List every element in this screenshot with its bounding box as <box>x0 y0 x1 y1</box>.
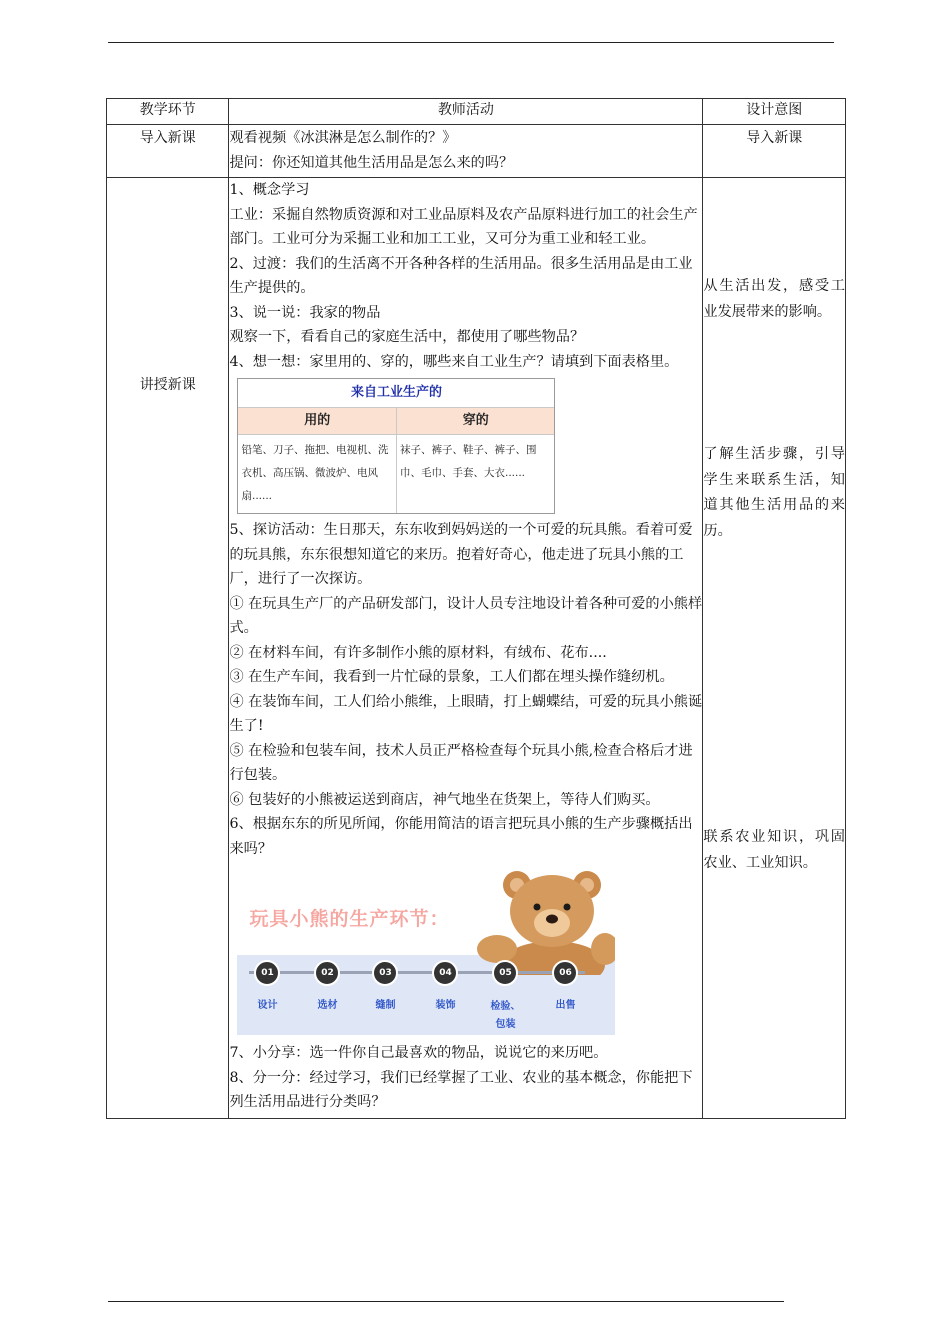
wear-items: 袜子、裤子、鞋子、裤子、围巾、毛巾、手套、大衣...... <box>399 444 537 479</box>
header-stage: 教学环节 <box>107 99 229 125</box>
intro-intent-label: 导入新课 <box>746 130 803 146</box>
industry-table-body <box>238 435 554 513</box>
intro-row <box>107 125 846 178</box>
classify-text: 8、分一分：经过学习，我们已经掌握了工业、农业的基本概念，你能把下列生活用品进行分类吗？ <box>229 1069 693 1110</box>
lesson-row <box>107 178 846 1119</box>
step-number: 05 <box>492 960 518 986</box>
footer-rule <box>108 1301 784 1302</box>
process-step-3 <box>355 960 415 1017</box>
industry-items-table <box>237 378 555 514</box>
intro-activity <box>229 125 703 178</box>
lesson-activity <box>229 178 703 1119</box>
process-step-4 <box>415 960 475 1017</box>
step-number: 03 <box>372 960 398 986</box>
bear-production-image <box>237 867 615 1035</box>
header-rule <box>108 42 834 43</box>
step-number: 01 <box>254 960 280 986</box>
step-label: 选材 <box>317 1000 338 1011</box>
step-number: 04 <box>432 960 458 986</box>
visit-step-5: ⑤ 在检验和包装车间，技术人员正严格检查每个玩具小熊,检查合格后才进行包装。 <box>229 742 693 783</box>
think-text: 4、想一想：家里用的、穿的，哪些来自工业生产？请填到下面表格里。 <box>229 353 679 370</box>
step-label: 缝制 <box>375 1000 396 1011</box>
header-intent: 设计意图 <box>703 99 846 125</box>
step-label: 装饰 <box>435 1000 456 1011</box>
intro-stage <box>107 125 229 178</box>
concept-heading: 1、概念学习 <box>229 182 310 198</box>
intro-line-2: 提问：你还知道其他生活用品是怎么来的吗？ <box>229 154 514 171</box>
share-text: 7、小分享：选一件你自己最喜欢的物品，说说它的来历吧。 <box>229 1045 608 1061</box>
col-use: 用的 <box>238 408 397 434</box>
visit-step-1: ① 在玩具生产厂的产品研发部门，设计人员专注地设计着各种可爱的小熊样式。 <box>229 595 703 636</box>
process-step-1 <box>237 960 297 1017</box>
process-step-5 <box>475 960 535 1034</box>
talk-heading: 3、说一说：我家的物品 <box>229 304 381 321</box>
visit-step-3: ③ 在生产车间，我看到一片忙碌的景象，工人们都在埋头操作缝纫机。 <box>229 669 674 685</box>
process-title: 玩具小熊的生产环节： <box>249 908 450 930</box>
industry-definition: 工业：采掘自然物质资源和对工业品原料及农产品原料进行加工的社会生产部门。工业可分为采掘工业和加工工业，又可分为重工业和轻工业。 <box>229 206 698 247</box>
summary-question: 6、根据东东的所见所闻，你能用简洁的语言把玩具小熊的生产步骤概括出来吗？ <box>229 816 693 857</box>
process-step-2 <box>297 960 357 1017</box>
step-label: 出售 <box>555 1000 576 1011</box>
intro-intent <box>703 125 846 178</box>
transition-text: 2、过渡：我们的生活离不开各种各样的生活用品。很多生活用品是由工业生产提供的。 <box>229 255 693 296</box>
step-number: 06 <box>552 960 578 986</box>
intent-3: 联系农业知识，巩固农业、工业知识。 <box>703 829 845 871</box>
intent-1: 从生活出发，感受工业发展带来的影响。 <box>703 278 845 320</box>
observe-text: 观察一下，看看自己的家庭生活中，都使用了哪些物品？ <box>229 329 585 345</box>
lesson-stage-label: 讲授新课 <box>139 377 196 393</box>
lesson-intent <box>703 178 846 1119</box>
intro-stage-label: 导入新课 <box>139 130 196 146</box>
visit-activity: 5、探访活动：生日那天，东东收到妈妈送的一个可爱的玩具熊。看着可爱的玩具熊，东东很想知道它的来历。抱着好奇心，他走进了玩具小熊的工厂，进行了一次探访。 <box>229 522 693 587</box>
header-activity: 教师活动 <box>229 99 703 125</box>
step-number: 02 <box>314 960 340 986</box>
intent-2: 了解生活步骤，引导学生来联系生活，知道其他生活用品的来历。 <box>703 446 845 539</box>
lesson-plan-table <box>106 98 846 1119</box>
visit-step-4: ④ 在装饰车间，工人们给小熊维，上眼睛，打上蝴蝶结，可爱的玩具小熊诞生了! <box>229 693 703 734</box>
visit-step-6: ⑥ 包装好的小熊被运送到商店，神气地坐在货架上，等待人们购买。 <box>229 791 660 808</box>
header-row <box>107 99 846 125</box>
lesson-stage <box>107 178 229 1119</box>
industry-table-title: 来自工业生产的 <box>238 379 554 408</box>
col-wear: 穿的 <box>462 413 489 428</box>
visit-step-2: ② 在材料车间，有许多制作小熊的原材料，有绒布、花布.... <box>229 644 607 661</box>
use-items: 铅笔、刀子、拖把、电视机、洗衣机、高压锅、微波炉、电风扇...... <box>238 435 397 513</box>
teddy-bear-icon <box>475 867 615 975</box>
intro-line-1: 观看视频《冰淇淋是怎么制作的？》 <box>229 130 457 146</box>
step-label: 设计 <box>257 1000 278 1011</box>
step-label: 检验、包装 <box>490 1001 521 1030</box>
process-step-6 <box>535 960 595 1017</box>
industry-table-header <box>238 408 554 435</box>
